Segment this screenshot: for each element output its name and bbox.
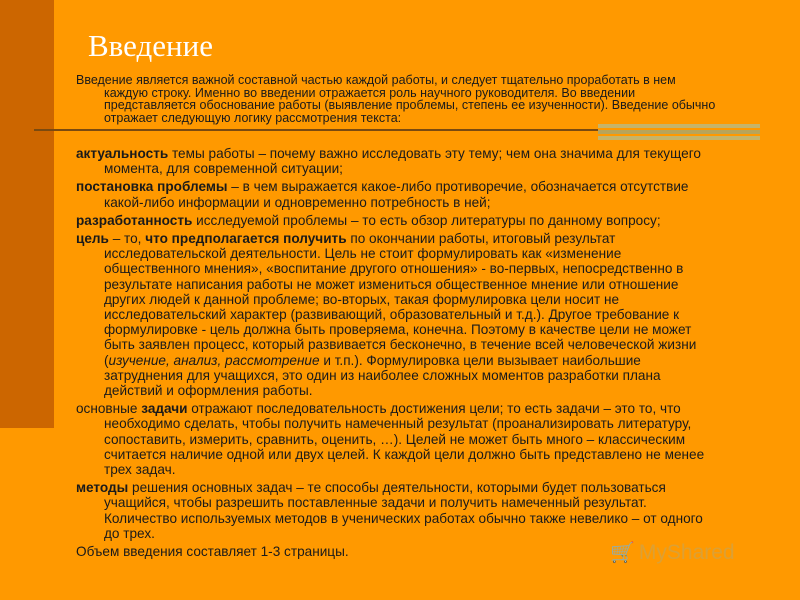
item-term: постановка проблемы — [76, 179, 228, 195]
content-list — [76, 146, 712, 562]
item-italic: изучение, анализ, рассмотрение — [108, 352, 320, 368]
logo-text: MyShared — [638, 541, 735, 564]
decorative-stripes — [598, 124, 760, 140]
item-lead: основные — [76, 401, 142, 417]
item-text: – то, — [108, 231, 146, 247]
intro-paragraph — [76, 74, 726, 124]
slide-title: Введение — [88, 28, 213, 63]
watermark-logo — [610, 540, 735, 565]
item-text: Объем введения составляет 1-3 страницы. — [76, 544, 349, 560]
item-text: – в чем выражается какое-либо противоречие, обозначается отсутствие какой-либо информации и одновременно потребность в ней; — [104, 179, 689, 210]
shopping-cart-icon: 🛒 — [610, 542, 635, 564]
intro-first-line: Введение является важной составной частью каждой работы, и следует тщательно проработать в нем — [76, 73, 676, 87]
item-text-tail: и т.п.). Формулировка цели вызывает наибольшие затруднения для учащихся, это один из наиболее сложных моментов разработки плана действий и оформления работы. — [104, 352, 661, 399]
item-text: решения основных задач – те способы деятельности, которыми будет пользоваться учащийся, чтобы разрешить поставленные задачи и получить намеченный результат. Количество используемых методов в ученических работах обычно также невелико – от одного до трех. — [104, 480, 703, 541]
item-relevance — [76, 146, 712, 176]
item-term: актуальность — [76, 146, 169, 161]
item-problem — [76, 179, 712, 209]
item-text: отражают последовательность достижения цели; то есть задачи – это то, что необходимо сделать, чтобы получить намеченный результат (проанализировать литературу, сопоставить, измерить, сравнить, оценить, …). Целей не может быть много – классическим считается наличие одной или двух целей. К каждой цели должно быть представлено не менее трех задач. — [104, 401, 705, 478]
item-term: задачи — [141, 401, 188, 417]
item-term: методы — [76, 480, 129, 496]
intro-continuation: каждую строку. Именно во введении отражается роль научного руководителя. Во введении представляется обоснование работы (выявление проблемы, степень ее изученности). Введение обычно отражает следующую логику рассмотрения текста: — [104, 85, 716, 125]
item-term-2: что предполагается получить — [145, 231, 347, 247]
item-tasks — [76, 401, 712, 477]
item-development — [76, 213, 712, 228]
item-term: цель — [76, 231, 109, 247]
divider-line — [34, 129, 598, 131]
item-text: исследуемой проблемы – то есть обзор литературы по данному вопросу; — [192, 212, 661, 228]
left-accent-bar — [0, 0, 54, 428]
item-methods — [76, 480, 712, 541]
item-text: темы работы – почему важно исследовать эту тему; чем она значима для текущего момента, для современной ситуации; — [104, 146, 701, 177]
item-term: разработанность — [76, 212, 193, 228]
item-goal — [76, 231, 712, 398]
item-text: по окончании работы, итоговый результат исследовательской деятельности. Цель не стоит формулировать как «изменение общественного мнения», «воспитание другого отношения» - во-первых, непосредственно в результате написания работы не может измениться общественное мнение или отношение других людей к данной проблеме; во-вторых, такая формулировка цели носит не исследовательский характер (развивающий, образовательный и т.д.). Другое требование к формулировке - цель должна быть проверяема, конечна. Поэтому в качестве цели не может быть заявлен процесс, который развивается бесконечно, в течение всей человеческой жизни ( — [104, 231, 697, 368]
